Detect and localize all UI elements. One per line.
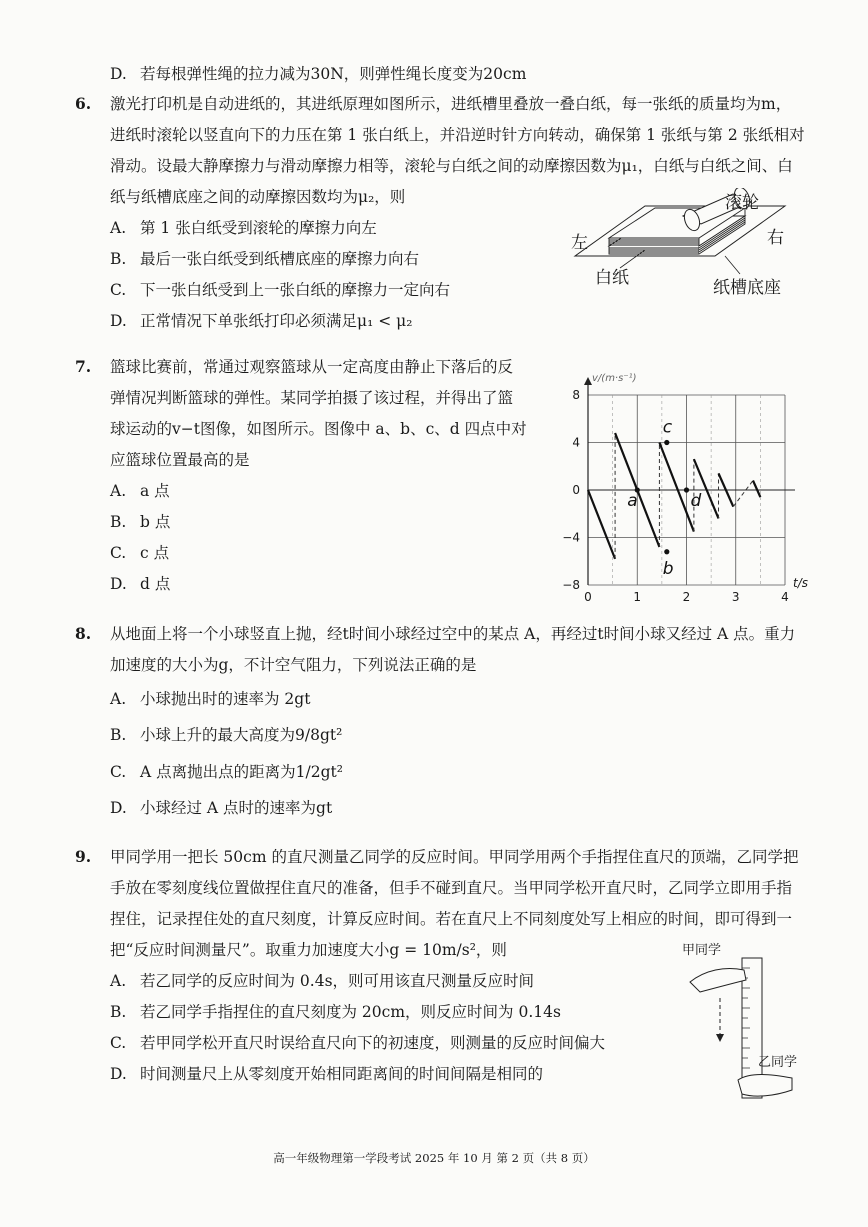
paper-tray-figure [565,188,795,300]
point-b [664,549,669,554]
right-label: 右 [767,228,784,248]
q9-stem-line: 把“反应时间测量尺”。取重力加速度大小g = 10m/s²，则 [110,941,507,959]
x-tick-label: 4 [781,590,789,604]
question-7-number: 7. [75,357,92,376]
bottom-hand-icon [738,1075,792,1097]
y-tick-label: −4 [562,530,580,545]
q6-stem-line: 滑动。设最大静摩擦力与滑动摩擦力相等，滚轮与白纸之间的动摩擦因数为μ₁，白纸与白纸之间、白 [110,157,793,175]
q6-stem-line: 激光打印机是自动进纸的，其进纸原理如图所示，进纸槽里叠放一叠白纸，每一张纸的质量均为m， [110,95,792,113]
point-label-c: c [662,417,673,438]
q9-stem-line: 甲同学用一把长 50cm 的直尺测量乙同学的反应时间。甲同学用两个手指捏住直尺的顶端，乙同学把 [110,848,799,866]
q8-option-b[interactable]: B. 小球上升的最大高度为9/8gt² [110,726,343,744]
y-axis-arrow-icon [584,377,592,385]
paper-label: 白纸 [595,268,629,288]
point-label-a: a [627,491,638,511]
question-8-number: 8. [75,624,92,643]
q8-option-a[interactable]: A. 小球抛出时的速率为 2gt [110,690,311,708]
student-yi-label: 乙同学 [758,1055,798,1070]
fall-arrow-icon [716,1034,724,1042]
q5-option-d: D. 若每根弹性绳的拉力减为30N，则弹性绳长度变为20cm [110,65,527,83]
q8-stem-line: 加速度的大小为g，不计空气阻力，下列说法正确的是 [110,656,477,674]
top-hand-icon [690,969,746,993]
ruler-figure [680,940,810,1105]
q6-option-d[interactable]: D. 正常情况下单张纸打印必须满足μ₁ < μ₂ [110,312,413,330]
x-axis-label: t/s [793,576,808,590]
q6-stem-line: 进纸时滚轮以竖直向下的力压在第 1 张白纸上，并沿逆时针方向转动，确保第 1 张纸与第 2 张纸相对 [110,126,805,144]
q7-option-d[interactable]: D. d 点 [110,575,171,593]
q9-option-d[interactable]: D. 时间测量尺上从零刻度开始相同距离间的时间间隔是相同的 [110,1065,544,1083]
point-d [684,487,689,492]
y-tick-label: 8 [572,388,580,402]
y-tick-label: 4 [572,435,580,450]
roller-label: 滚轮 [725,193,759,213]
x-tick-label: 3 [731,590,740,604]
question-9-number: 9. [75,847,92,866]
base-leader-line [725,256,740,274]
velocity-jump-dashed [733,481,753,507]
q7-stem-line: 应篮球位置最高的是 [110,451,250,469]
point-label-b: b [662,558,674,579]
q9-option-c[interactable]: C. 若甲同学松开直尺时误给直尺向下的初速度，则测量的反应时间偏大 [110,1034,606,1052]
q5-option-d-text: 若每根弹性绳的拉力减为30N，则弹性绳长度变为20cm [140,65,527,83]
page-footer: 高一年级物理第一学段考试 2025 年 10 月 第 2 页（共 8 页） [273,1151,595,1165]
point-label-d: d [690,491,702,511]
y-tick-label: 0 [572,483,580,497]
q6-stem-line: 纸与纸槽底座之间的动摩擦因数均为μ₂，则 [110,188,406,206]
q8-option-d[interactable]: D. 小球经过 A 点时的速率为gt [110,799,333,817]
q7-stem-line: 篮球比赛前，常通过观察篮球从一定高度由静止下落后的反 [110,358,514,376]
velocity-segment [588,490,615,559]
q6-option-b[interactable]: B. 最后一张白纸受到纸槽底座的摩擦力向右 [110,250,420,268]
q8-stem-line: 从地面上将一个小球竖直上抛，经t时间小球经过空中的某点 A，再经过t时间小球又经过 A 点。重力 [110,625,796,643]
x-tick-label: 2 [682,590,691,604]
q6-option-c[interactable]: C. 下一张白纸受到上一张白纸的摩擦力一定向右 [110,281,451,299]
q9-stem-line: 捏住，记录捏住处的直尺刻度，计算反应时间。若在直尺上不同刻度处写上相应的时间，即可得到一 [110,910,793,928]
x-tick-label: 1 [633,590,642,604]
paper-stack [609,208,745,254]
left-label: 左 [571,233,588,253]
y-axis-label: v/(m·s⁻¹) [592,373,637,384]
q7-option-c[interactable]: C. c 点 [110,544,170,562]
q9-option-a[interactable]: A. 若乙同学的反应时间为 0.4s，则可用该直尺测量反应时间 [110,972,535,990]
q9-stem-line: 手放在零刻度线位置做捏住直尺的准备，但手不碰到直尺。当甲同学松开直尺时，乙同学立即用手指 [110,879,793,897]
point-c [664,440,669,445]
x-tick-label: 0 [584,590,592,604]
q7-option-b[interactable]: B. b 点 [110,513,171,531]
q9-option-b[interactable]: B. 若乙同学手指捏住的直尺刻度为 20cm，则反应时间为 0.14s [110,1003,561,1021]
velocity-time-chart [555,365,830,605]
question-6-number: 6. [75,94,92,113]
q8-option-c[interactable]: C. A 点离抛出点的距离为1/2gt² [110,763,343,781]
q7-stem-line: 球运动的v−t图像，如图所示。图像中 a、b、c、d 四点中对 [110,420,527,438]
student-jia-label: 甲同学 [682,943,722,958]
q6-option-a[interactable]: A. 第 1 张白纸受到滚轮的摩擦力向左 [110,219,377,237]
base-label: 纸槽底座 [713,278,781,298]
q7-option-a[interactable]: A. a 点 [110,482,170,500]
velocity-segment [753,481,760,498]
velocity-segment [659,443,693,532]
y-tick-label: −8 [562,578,580,592]
q7-stem-line: 弹情况判断篮球的弹性。某同学拍摄了该过程，并得出了篮 [110,389,514,407]
